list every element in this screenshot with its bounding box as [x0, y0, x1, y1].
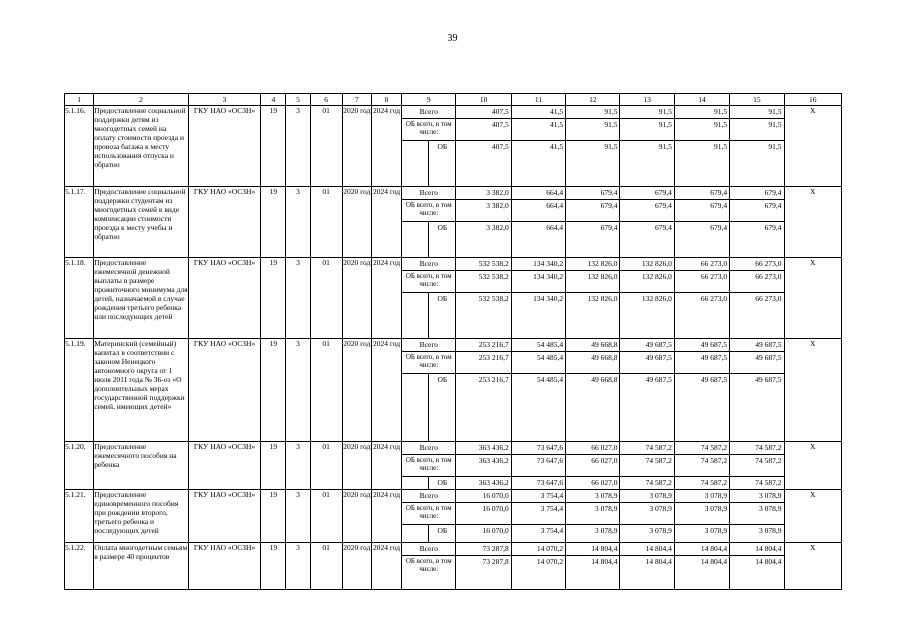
- amount-cell: [456, 258, 511, 339]
- amount-ob-all: 73 287,8: [482, 556, 509, 566]
- measure-name: Предоставление ежемесячной денежной выплаты в размере прожиточного минимума для детей, назначаемой в случае рождения третьего ребенка или последующих детей: [94, 258, 189, 339]
- amount-cell: [674, 258, 729, 339]
- amount-cell: [566, 187, 620, 258]
- table-row: [65, 490, 842, 543]
- code-cell: 19: [261, 258, 286, 339]
- amount-ob-all: 14 804,4: [591, 556, 618, 566]
- amount-ob-all: 54 485,4: [512, 351, 565, 373]
- table-row: [65, 258, 842, 339]
- code-cell: 3: [286, 543, 310, 590]
- amount-ob: 3 078,9: [759, 525, 782, 535]
- amount-total: 66 273,0: [675, 258, 729, 270]
- column-header: 3: [188, 94, 260, 106]
- amount-ob: 679,4: [764, 222, 782, 232]
- code-cell: 19: [261, 543, 286, 590]
- amount-cell: [456, 543, 511, 590]
- start-year: 2020 год: [342, 543, 371, 590]
- column-header: 14: [674, 94, 729, 106]
- amount-ob-all: 363 436,2: [456, 454, 510, 476]
- amount-cell: [511, 490, 565, 543]
- measure-name: Предоставление единовременного пособия при рождении второго, третьего ребенка и последующих детей: [94, 490, 189, 543]
- table-row: [65, 187, 842, 258]
- amount-total: 679,4: [675, 187, 729, 199]
- amount-cell: [456, 106, 511, 187]
- amount-ob-all: 679,4: [566, 199, 619, 221]
- amount-ob: 664,4: [546, 222, 564, 232]
- ob-incl-label: ОБ всего, в том числе:: [402, 118, 455, 140]
- column-header: 15: [730, 94, 784, 106]
- amount-ob-all: 91,5: [730, 118, 783, 140]
- total-label: Всего: [402, 490, 455, 502]
- code-cell: 3: [286, 258, 310, 339]
- amount-ob-all: 41,5: [512, 118, 565, 140]
- amount-cell: [511, 187, 565, 258]
- amount-ob: 91,5: [768, 141, 782, 151]
- amount-cell: [620, 490, 674, 543]
- amount-ob-all: 49 668,8: [566, 351, 619, 373]
- code-cell: 01: [310, 442, 342, 490]
- total-label: Всего: [402, 258, 455, 270]
- end-year: 2024 год: [371, 490, 401, 543]
- amount-ob: 49 668,8: [591, 374, 618, 384]
- amount-ob-all: 3 078,9: [566, 502, 619, 524]
- end-year: 2024 год: [371, 106, 401, 187]
- amount-cell: [456, 442, 511, 490]
- amount-ob-all: 74 587,2: [730, 454, 783, 476]
- amount-total: 134 340,2: [512, 258, 565, 270]
- column-header: 16: [784, 94, 841, 106]
- ob-label: ОБ: [437, 477, 448, 487]
- end-year: 2024 год: [371, 187, 401, 258]
- column-header: 12: [566, 94, 620, 106]
- ob-label: ОБ: [437, 374, 448, 384]
- code-cell: 01: [310, 339, 342, 442]
- amount-ob-all: 74 587,2: [620, 454, 673, 476]
- amount-ob: 49 687,5: [700, 374, 728, 384]
- end-year: 2024 год: [371, 258, 401, 339]
- start-year: 2020 год: [342, 490, 371, 543]
- amount-cell: [456, 339, 511, 442]
- amount-cell: [511, 258, 565, 339]
- table-row: [65, 339, 842, 442]
- amount-total: 73 287,8: [456, 543, 510, 555]
- amount-total: 14 804,4: [620, 543, 673, 555]
- amount-total: 532 538,2: [456, 258, 510, 270]
- amount-ob: 363 436,2: [478, 477, 509, 487]
- amount-ob: 66 027,0: [591, 477, 618, 487]
- amount-cell: [620, 187, 674, 258]
- amount-ob-all: 679,4: [675, 199, 729, 221]
- amount-total: 3 078,9: [675, 490, 729, 502]
- column-header: 1: [65, 94, 94, 106]
- amount-ob: 74 587,2: [645, 477, 672, 487]
- funding-source-cell: [402, 339, 456, 442]
- amount-total: 3 078,9: [566, 490, 619, 502]
- funding-source-cell: [402, 442, 456, 490]
- amount-ob: 74 587,2: [755, 477, 782, 487]
- amount-cell: [566, 339, 620, 442]
- amount-cell: [730, 339, 784, 442]
- ob-incl-label: ОБ всего, в том числе:: [402, 270, 455, 292]
- funding-source-cell: [402, 106, 456, 187]
- amount-ob: 49 687,5: [645, 374, 672, 384]
- amount-ob-all: 91,5: [620, 118, 673, 140]
- amount-ob: 3 754,4: [540, 525, 564, 535]
- amount-cell: [566, 258, 620, 339]
- amount-total: 49 687,5: [620, 339, 673, 351]
- column-header: 5: [286, 94, 310, 106]
- amount-total: 91,5: [620, 106, 673, 118]
- amount-cell: [566, 490, 620, 543]
- amount-ob-all: 532 538,2: [456, 270, 510, 292]
- amount-cell: [511, 442, 565, 490]
- end-year: 2024 год: [371, 543, 401, 590]
- amount-ob: 679,4: [710, 222, 728, 232]
- amount-cell: [730, 442, 784, 490]
- measure-name: Предоставление социальной поддержки детям из многодетных семей на оплату стоимости проезда и провоза багажа к месту использования отпуска и обратно: [94, 106, 189, 187]
- amount-ob-all: 3 078,9: [730, 502, 783, 524]
- amount-ob: 532 538,2: [478, 293, 509, 303]
- result-mark: X: [784, 258, 841, 339]
- funding-source-cell: [402, 258, 456, 339]
- amount-ob-all: 16 070,0: [456, 502, 510, 524]
- column-header: 6: [310, 94, 342, 106]
- amount-ob: 253 216,7: [478, 374, 509, 384]
- amount-total: 679,4: [620, 187, 673, 199]
- amount-ob-all: 49 687,5: [675, 351, 729, 373]
- amount-total: 41,5: [512, 106, 565, 118]
- result-mark: X: [784, 442, 841, 490]
- code-cell: 3: [286, 442, 310, 490]
- code-cell: 01: [310, 106, 342, 187]
- code-cell: 01: [310, 490, 342, 543]
- item-number: 5.1.19.: [65, 339, 94, 442]
- ob-label: ОБ: [437, 525, 448, 535]
- result-mark: X: [784, 187, 841, 258]
- ob-label: ОБ: [437, 293, 448, 303]
- amount-ob-all: 3 754,4: [512, 502, 565, 524]
- executor: ГКУ НАО «ОСЗН»: [188, 442, 260, 490]
- start-year: 2020 год: [342, 106, 371, 187]
- amount-ob: 91,5: [604, 141, 618, 151]
- ob-label: ОБ: [437, 141, 448, 151]
- start-year: 2020 год: [342, 187, 371, 258]
- amount-ob: 91,5: [714, 141, 728, 151]
- amount-total: 49 687,5: [730, 339, 783, 351]
- amount-cell: [730, 490, 784, 543]
- table-row: [65, 543, 842, 590]
- item-number: 5.1.22.: [65, 543, 94, 590]
- start-year: 2020 год: [342, 339, 371, 442]
- amount-ob: 134 340,2: [533, 293, 564, 303]
- amount-ob-all: 14 070,2: [536, 556, 564, 566]
- code-cell: 19: [261, 187, 286, 258]
- amount-total: 54 485,4: [512, 339, 565, 351]
- executor: ГКУ НАО «ОСЗН»: [188, 543, 260, 590]
- total-label: Всего: [402, 106, 455, 118]
- amount-total: 74 587,2: [730, 442, 783, 454]
- column-header: 11: [511, 94, 565, 106]
- amount-cell: [620, 339, 674, 442]
- header-row: [65, 94, 842, 106]
- funding-source-cell: [402, 187, 456, 258]
- amount-ob: 41,5: [550, 141, 564, 151]
- amount-ob-all: 3 078,9: [675, 502, 729, 524]
- amount-ob: 73 647,6: [536, 477, 564, 487]
- amount-ob: 3 078,9: [704, 525, 728, 535]
- result-mark: X: [784, 543, 841, 590]
- code-cell: 19: [261, 490, 286, 543]
- ob-incl-label: ОБ всего, в том числе:: [402, 454, 455, 476]
- amount-ob-all: 679,4: [730, 199, 783, 221]
- amount-total: 363 436,2: [456, 442, 510, 454]
- amount-cell: [674, 106, 729, 187]
- amount-total: 49 668,8: [566, 339, 619, 351]
- code-cell: 3: [286, 339, 310, 442]
- item-number: 5.1.21.: [65, 490, 94, 543]
- total-label: Всего: [402, 187, 455, 199]
- ob-incl-label: ОБ всего, в том числе:: [402, 351, 455, 373]
- amount-ob: 132 826,0: [641, 293, 672, 303]
- amount-total: 73 647,6: [512, 442, 565, 454]
- amount-total: 91,5: [566, 106, 619, 118]
- amount-ob-all: 14 804,4: [700, 556, 728, 566]
- amount-ob-all: 66 273,0: [730, 270, 783, 292]
- amount-ob-all: 49 687,5: [620, 351, 673, 373]
- column-header: 13: [620, 94, 674, 106]
- amount-cell: [674, 490, 729, 543]
- amount-total: 3 078,9: [730, 490, 783, 502]
- total-label: Всего: [402, 543, 455, 555]
- amount-ob: 679,4: [600, 222, 618, 232]
- funding-source-cell: [402, 490, 456, 543]
- funding-source-cell: [402, 543, 456, 590]
- total-label: Всего: [402, 339, 455, 351]
- code-cell: 19: [261, 442, 286, 490]
- program-table: [64, 93, 842, 590]
- amount-total: 14 070,2: [512, 543, 565, 555]
- item-number: 5.1.17.: [65, 187, 94, 258]
- code-cell: 3: [286, 106, 310, 187]
- amount-total: 3 382,0: [456, 187, 510, 199]
- amount-ob-all: 664,4: [512, 199, 565, 221]
- amount-cell: [674, 339, 729, 442]
- amount-ob: 3 382,0: [486, 222, 509, 232]
- measure-name: Предоставление ежемесячного пособия на ребенка: [94, 442, 189, 490]
- amount-cell: [620, 258, 674, 339]
- end-year: 2024 год: [371, 339, 401, 442]
- amount-ob-all: 3 382,0: [456, 199, 510, 221]
- amount-ob: 679,4: [654, 222, 672, 232]
- result-mark: X: [784, 490, 841, 543]
- table-row: [65, 106, 842, 187]
- amount-ob: 54 485,4: [536, 374, 564, 384]
- amount-cell: [620, 106, 674, 187]
- column-header: 10: [456, 94, 511, 106]
- amount-ob-all: 66 027,0: [566, 454, 619, 476]
- amount-total: 253 216,7: [456, 339, 510, 351]
- measure-name: Предоставление социальной поддержки студентам из многодетных семей в виде компенсации стоимости проезда к месту учебы и обратно: [94, 187, 189, 258]
- amount-total: 91,5: [730, 106, 783, 118]
- amount-cell: [620, 442, 674, 490]
- code-cell: 01: [310, 187, 342, 258]
- amount-total: 679,4: [566, 187, 619, 199]
- column-header: 9: [402, 94, 456, 106]
- amount-cell: [730, 258, 784, 339]
- code-cell: 01: [310, 258, 342, 339]
- measure-name: Оплата многодетным семьям в размере 40 процентов: [94, 543, 189, 590]
- amount-ob-all: 49 687,5: [730, 351, 783, 373]
- measure-name: Материнский (семейный) капитал в соответствии с законом Ненецкого автономного округа от 1 июля 2011 года № 36-оз «О дополнительных мерах государственной поддержки семей, имеющих детей»: [94, 339, 189, 442]
- amount-cell: [674, 442, 729, 490]
- executor: ГКУ НАО «ОСЗН»: [188, 187, 260, 258]
- amount-cell: [566, 442, 620, 490]
- start-year: 2020 год: [342, 258, 371, 339]
- amount-total: 74 587,2: [675, 442, 729, 454]
- amount-ob: 49 687,5: [755, 374, 782, 384]
- code-cell: 3: [286, 490, 310, 543]
- amount-cell: [566, 543, 620, 590]
- end-year: 2024 год: [371, 442, 401, 490]
- amount-ob-all: 3 078,9: [620, 502, 673, 524]
- amount-cell: [730, 543, 784, 590]
- executor: ГКУ НАО «ОСЗН»: [188, 339, 260, 442]
- amount-cell: [620, 543, 674, 590]
- amount-total: 74 587,2: [620, 442, 673, 454]
- code-cell: 19: [261, 339, 286, 442]
- amount-ob-all: 132 826,0: [566, 270, 619, 292]
- executor: ГКУ НАО «ОСЗН»: [188, 258, 260, 339]
- amount-cell: [511, 106, 565, 187]
- amount-cell: [674, 543, 729, 590]
- amount-ob-all: 66 273,0: [675, 270, 729, 292]
- amount-total: 14 804,4: [730, 543, 783, 555]
- result-mark: X: [784, 106, 841, 187]
- amount-cell: [456, 490, 511, 543]
- amount-cell: [674, 187, 729, 258]
- amount-ob: 91,5: [658, 141, 672, 151]
- amount-total: 14 804,4: [675, 543, 729, 555]
- amount-total: 407,5: [456, 106, 510, 118]
- ob-incl-label: ОБ всего, в том числе:: [402, 502, 455, 524]
- column-header: 4: [261, 94, 286, 106]
- start-year: 2020 год: [342, 442, 371, 490]
- amount-total: 664,4: [512, 187, 565, 199]
- amount-ob-all: 253 216,7: [456, 351, 510, 373]
- amount-ob-all: 14 804,4: [645, 556, 672, 566]
- amount-ob-all: 14 804,4: [755, 556, 782, 566]
- amount-ob-all: 134 340,2: [512, 270, 565, 292]
- result-mark: X: [784, 339, 841, 442]
- amount-ob: 66 273,0: [755, 293, 782, 303]
- ob-incl-label: ОБ всего, в том числе:: [405, 556, 452, 573]
- column-header: 8: [371, 94, 401, 106]
- amount-ob-all: 132 826,0: [620, 270, 673, 292]
- amount-total: 91,5: [675, 106, 729, 118]
- amount-ob-all: 407,5: [456, 118, 510, 140]
- table-row: [65, 442, 842, 490]
- page-number: 39: [447, 33, 458, 44]
- item-number: 5.1.20.: [65, 442, 94, 490]
- ob-label: ОБ: [437, 222, 448, 232]
- amount-total: 16 070,0: [456, 490, 510, 502]
- amount-total: 132 826,0: [566, 258, 619, 270]
- amount-total: 132 826,0: [620, 258, 673, 270]
- column-header: 2: [94, 94, 189, 106]
- amount-cell: [730, 106, 784, 187]
- amount-ob: 74 587,2: [700, 477, 728, 487]
- amount-ob: 66 273,0: [700, 293, 728, 303]
- amount-total: 3 754,4: [512, 490, 565, 502]
- executor: ГКУ НАО «ОСЗН»: [188, 106, 260, 187]
- total-label: Всего: [402, 442, 455, 454]
- amount-total: 66 273,0: [730, 258, 783, 270]
- amount-total: 66 027,0: [566, 442, 619, 454]
- amount-ob: 16 070,0: [482, 525, 509, 535]
- amount-ob-all: 679,4: [620, 199, 673, 221]
- amount-cell: [566, 106, 620, 187]
- amount-ob: 3 078,9: [594, 525, 618, 535]
- amount-ob-all: 91,5: [675, 118, 729, 140]
- executor: ГКУ НАО «ОСЗН»: [188, 490, 260, 543]
- amount-ob: 3 078,9: [649, 525, 672, 535]
- code-cell: 19: [261, 106, 286, 187]
- amount-cell: [511, 339, 565, 442]
- amount-total: 14 804,4: [566, 543, 619, 555]
- amount-total: 3 078,9: [620, 490, 673, 502]
- amount-total: 679,4: [730, 187, 783, 199]
- amount-cell: [730, 187, 784, 258]
- amount-ob-all: 91,5: [566, 118, 619, 140]
- amount-cell: [456, 187, 511, 258]
- ob-incl-label: ОБ всего, в том числе:: [402, 199, 455, 221]
- item-number: 5.1.18.: [65, 258, 94, 339]
- column-header: 7: [342, 94, 371, 106]
- code-cell: 3: [286, 187, 310, 258]
- amount-ob: 132 826,0: [587, 293, 618, 303]
- amount-ob-all: 73 647,6: [512, 454, 565, 476]
- amount-cell: [511, 543, 565, 590]
- amount-total: 49 687,5: [675, 339, 729, 351]
- code-cell: 01: [310, 543, 342, 590]
- amount-ob: 407,5: [491, 141, 509, 151]
- amount-ob-all: 74 587,2: [675, 454, 729, 476]
- item-number: 5.1.16.: [65, 106, 94, 187]
